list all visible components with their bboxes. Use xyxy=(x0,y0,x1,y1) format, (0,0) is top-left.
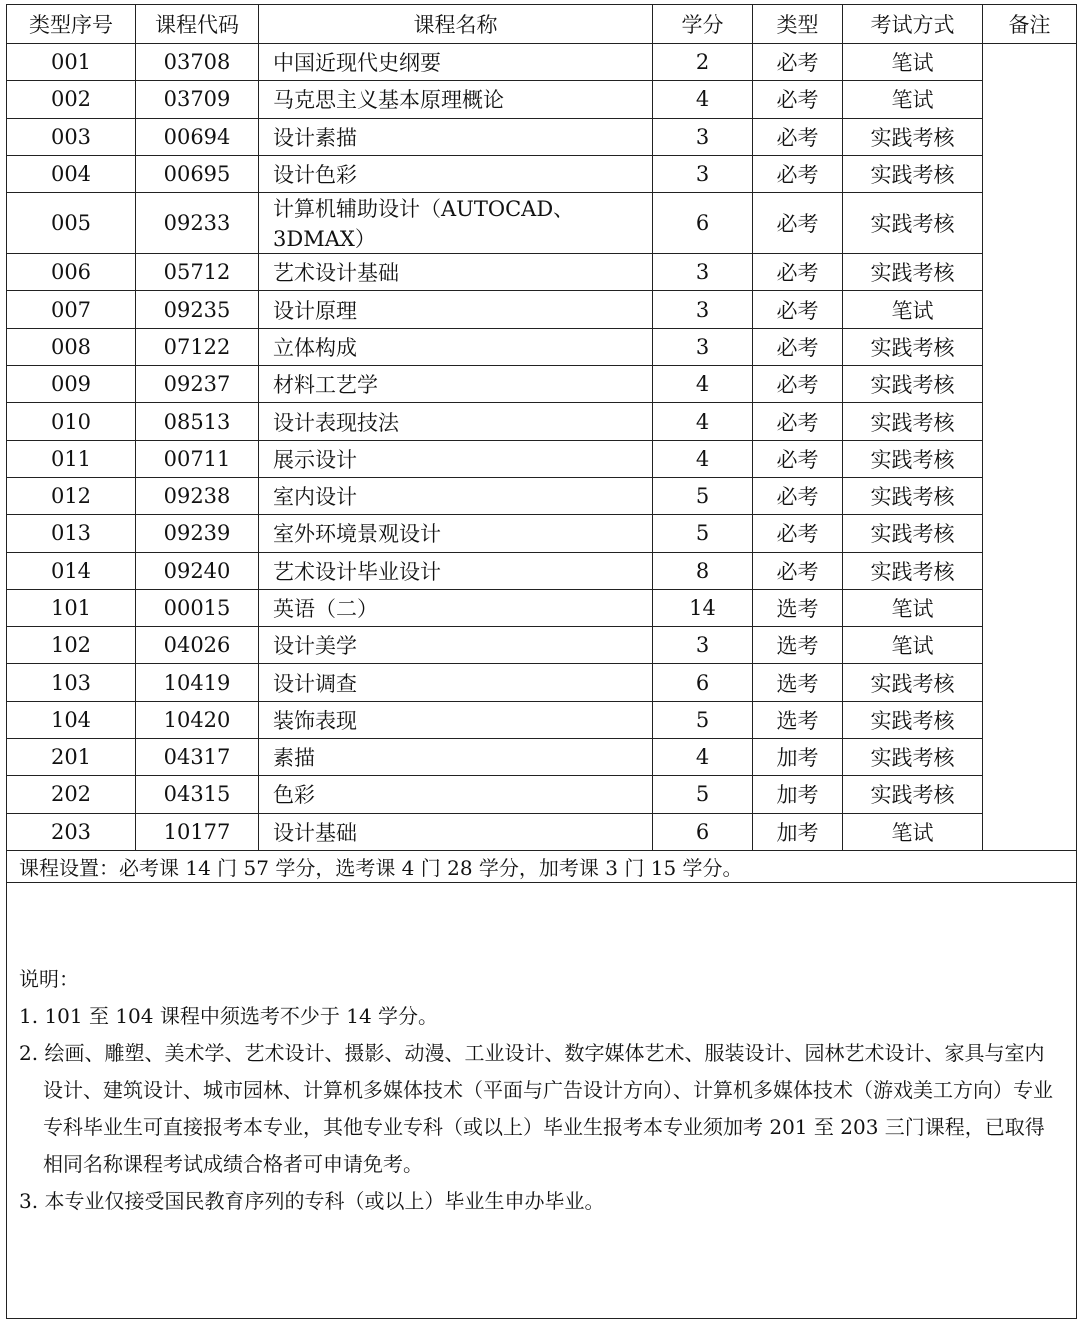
cell-credit: 4 xyxy=(653,81,753,118)
cell-code: 00695 xyxy=(136,155,259,192)
cell-credit: 14 xyxy=(653,589,753,626)
cell-type: 必考 xyxy=(753,254,843,291)
header-credit: 学分 xyxy=(653,5,753,44)
cell-name: 设计色彩 xyxy=(259,155,653,192)
cell-credit: 5 xyxy=(653,477,753,514)
cell-code: 09235 xyxy=(136,291,259,328)
cell-credit: 5 xyxy=(653,701,753,738)
cell-type: 必考 xyxy=(753,403,843,440)
cell-code: 09237 xyxy=(136,366,259,403)
cell-seq: 202 xyxy=(7,776,136,813)
note-item-2: 2. 绘画、雕塑、美术学、艺术设计、摄影、动漫、工业设计、数字媒体艺术、服装设计、园林艺术设计、家具与室内设计、建筑设计、城市园林、计算机多媒体技术（平面与广告设计方向）、计算机多媒体技术（游戏美工方向）专业专科毕业生可直接报考本专业，其他专业专科（或以上）毕业生报考本专业须加考 201 至 203 三门课程，已取得相同名称课程考试成绩合格者可申请免考。 xyxy=(19,1040,1053,1176)
note-item-1: 1. 101 至 104 课程中须选考不少于 14 学分。 xyxy=(19,1003,439,1028)
cell-code: 03709 xyxy=(136,81,259,118)
cell-exam: 实践考核 xyxy=(843,701,983,738)
cell-type: 必考 xyxy=(753,155,843,192)
table-row xyxy=(7,366,1077,403)
remark-cell xyxy=(983,44,1077,851)
cell-type: 选考 xyxy=(753,701,843,738)
table-row xyxy=(7,193,1077,254)
cell-type: 加考 xyxy=(753,739,843,776)
cell-code: 10419 xyxy=(136,664,259,701)
cell-name: 设计素描 xyxy=(259,118,653,155)
cell-type: 加考 xyxy=(753,776,843,813)
header-code: 课程代码 xyxy=(136,5,259,44)
cell-credit: 4 xyxy=(653,366,753,403)
cell-seq: 014 xyxy=(7,552,136,589)
cell-type: 选考 xyxy=(753,664,843,701)
course-table xyxy=(6,4,1077,1319)
cell-exam: 实践考核 xyxy=(843,776,983,813)
cell-seq: 003 xyxy=(7,118,136,155)
cell-code: 09240 xyxy=(136,552,259,589)
table-row xyxy=(7,701,1077,738)
cell-exam: 笔试 xyxy=(843,813,983,850)
cell-exam: 实践考核 xyxy=(843,552,983,589)
cell-credit: 4 xyxy=(653,739,753,776)
cell-credit: 6 xyxy=(653,813,753,850)
cell-seq: 013 xyxy=(7,515,136,552)
cell-name: 展示设计 xyxy=(259,440,653,477)
cell-credit: 6 xyxy=(653,193,753,254)
table-row xyxy=(7,589,1077,626)
cell-credit: 3 xyxy=(653,627,753,664)
cell-exam: 实践考核 xyxy=(843,515,983,552)
cell-credit: 5 xyxy=(653,515,753,552)
cell-seq: 009 xyxy=(7,366,136,403)
cell-seq: 005 xyxy=(7,193,136,254)
notes-cell xyxy=(7,882,1077,1318)
cell-name: 设计原理 xyxy=(259,291,653,328)
cell-credit: 6 xyxy=(653,664,753,701)
table-row xyxy=(7,81,1077,118)
cell-code: 00015 xyxy=(136,589,259,626)
table-row xyxy=(7,155,1077,192)
table-row xyxy=(7,44,1077,81)
cell-type: 选考 xyxy=(753,589,843,626)
cell-code: 09233 xyxy=(136,193,259,254)
cell-seq: 011 xyxy=(7,440,136,477)
cell-name: 艺术设计毕业设计 xyxy=(259,552,653,589)
cell-seq: 001 xyxy=(7,44,136,81)
cell-name: 设计美学 xyxy=(259,627,653,664)
cell-code: 05712 xyxy=(136,254,259,291)
cell-credit: 3 xyxy=(653,254,753,291)
table-row xyxy=(7,776,1077,813)
table-row xyxy=(7,291,1077,328)
header-type: 类型 xyxy=(753,5,843,44)
cell-credit: 3 xyxy=(653,328,753,365)
cell-code: 04315 xyxy=(136,776,259,813)
notes-title: 说明： xyxy=(19,966,79,991)
cell-seq: 002 xyxy=(7,81,136,118)
table-row xyxy=(7,664,1077,701)
cell-code: 07122 xyxy=(136,328,259,365)
cell-exam: 笔试 xyxy=(843,589,983,626)
cell-name: 计算机辅助设计（AUTOCAD、3DMAX） xyxy=(259,193,653,254)
cell-seq: 103 xyxy=(7,664,136,701)
cell-name: 设计基础 xyxy=(259,813,653,850)
table-row xyxy=(7,627,1077,664)
cell-name: 设计调查 xyxy=(259,664,653,701)
cell-seq: 201 xyxy=(7,739,136,776)
cell-exam: 实践考核 xyxy=(843,403,983,440)
cell-credit: 5 xyxy=(653,776,753,813)
note-item-3: 3. 本专业仅接受国民教育序列的专科（或以上）毕业生申办毕业。 xyxy=(19,1188,605,1213)
table-row xyxy=(7,552,1077,589)
cell-name: 英语（二） xyxy=(259,589,653,626)
cell-name: 室外环境景观设计 xyxy=(259,515,653,552)
cell-seq: 101 xyxy=(7,589,136,626)
header-exam: 考试方式 xyxy=(843,5,983,44)
cell-exam: 实践考核 xyxy=(843,155,983,192)
cell-name: 装饰表现 xyxy=(259,701,653,738)
table-row xyxy=(7,739,1077,776)
cell-credit: 4 xyxy=(653,403,753,440)
table-header xyxy=(7,5,1077,44)
cell-code: 00711 xyxy=(136,440,259,477)
cell-code: 04317 xyxy=(136,739,259,776)
cell-type: 必考 xyxy=(753,291,843,328)
table-row xyxy=(7,254,1077,291)
header-seq: 类型序号 xyxy=(7,5,136,44)
cell-credit: 4 xyxy=(653,440,753,477)
header-name: 课程名称 xyxy=(259,5,653,44)
table-row xyxy=(7,328,1077,365)
cell-type: 必考 xyxy=(753,193,843,254)
cell-type: 加考 xyxy=(753,813,843,850)
cell-name: 设计表现技法 xyxy=(259,403,653,440)
cell-seq: 004 xyxy=(7,155,136,192)
cell-code: 09239 xyxy=(136,515,259,552)
header-remark: 备注 xyxy=(983,5,1077,44)
cell-exam: 实践考核 xyxy=(843,193,983,254)
summary-row xyxy=(7,850,1077,882)
cell-credit: 2 xyxy=(653,44,753,81)
cell-seq: 007 xyxy=(7,291,136,328)
course-document xyxy=(6,4,1076,1319)
cell-type: 必考 xyxy=(753,477,843,514)
cell-credit: 3 xyxy=(653,291,753,328)
cell-exam: 实践考核 xyxy=(843,366,983,403)
cell-seq: 104 xyxy=(7,701,136,738)
table-row xyxy=(7,477,1077,514)
cell-type: 必考 xyxy=(753,366,843,403)
table-row xyxy=(7,440,1077,477)
table-body xyxy=(7,44,1077,1319)
cell-code: 10420 xyxy=(136,701,259,738)
cell-exam: 笔试 xyxy=(843,81,983,118)
cell-code: 00694 xyxy=(136,118,259,155)
cell-seq: 010 xyxy=(7,403,136,440)
cell-exam: 实践考核 xyxy=(843,118,983,155)
header-row xyxy=(7,5,1077,44)
cell-credit: 3 xyxy=(653,118,753,155)
cell-name: 室内设计 xyxy=(259,477,653,514)
cell-type: 必考 xyxy=(753,328,843,365)
cell-name: 马克思主义基本原理概论 xyxy=(259,81,653,118)
table-row xyxy=(7,515,1077,552)
cell-type: 选考 xyxy=(753,627,843,664)
cell-code: 09238 xyxy=(136,477,259,514)
cell-name: 中国近现代史纲要 xyxy=(259,44,653,81)
table-row xyxy=(7,813,1077,850)
cell-seq: 008 xyxy=(7,328,136,365)
cell-name: 艺术设计基础 xyxy=(259,254,653,291)
cell-exam: 笔试 xyxy=(843,627,983,664)
table-row xyxy=(7,118,1077,155)
table-row xyxy=(7,403,1077,440)
notes-row xyxy=(7,882,1077,1318)
cell-exam: 实践考核 xyxy=(843,328,983,365)
cell-seq: 203 xyxy=(7,813,136,850)
cell-exam: 笔试 xyxy=(843,291,983,328)
course-summary: 课程设置：必考课 14 门 57 学分，选考课 4 门 28 学分，加考课 3 门 15 学分。 xyxy=(7,850,1077,882)
cell-name: 立体构成 xyxy=(259,328,653,365)
cell-code: 10177 xyxy=(136,813,259,850)
cell-type: 必考 xyxy=(753,552,843,589)
cell-exam: 实践考核 xyxy=(843,254,983,291)
cell-name: 材料工艺学 xyxy=(259,366,653,403)
cell-credit: 8 xyxy=(653,552,753,589)
cell-name: 素描 xyxy=(259,739,653,776)
cell-exam: 实践考核 xyxy=(843,664,983,701)
cell-code: 08513 xyxy=(136,403,259,440)
cell-type: 必考 xyxy=(753,44,843,81)
cell-type: 必考 xyxy=(753,515,843,552)
cell-seq: 012 xyxy=(7,477,136,514)
cell-exam: 笔试 xyxy=(843,44,983,81)
cell-name: 色彩 xyxy=(259,776,653,813)
cell-credit: 3 xyxy=(653,155,753,192)
cell-exam: 实践考核 xyxy=(843,440,983,477)
cell-type: 必考 xyxy=(753,118,843,155)
cell-code: 03708 xyxy=(136,44,259,81)
cell-type: 必考 xyxy=(753,440,843,477)
cell-exam: 实践考核 xyxy=(843,739,983,776)
cell-code: 04026 xyxy=(136,627,259,664)
cell-seq: 102 xyxy=(7,627,136,664)
cell-seq: 006 xyxy=(7,254,136,291)
cell-type: 必考 xyxy=(753,81,843,118)
cell-exam: 实践考核 xyxy=(843,477,983,514)
